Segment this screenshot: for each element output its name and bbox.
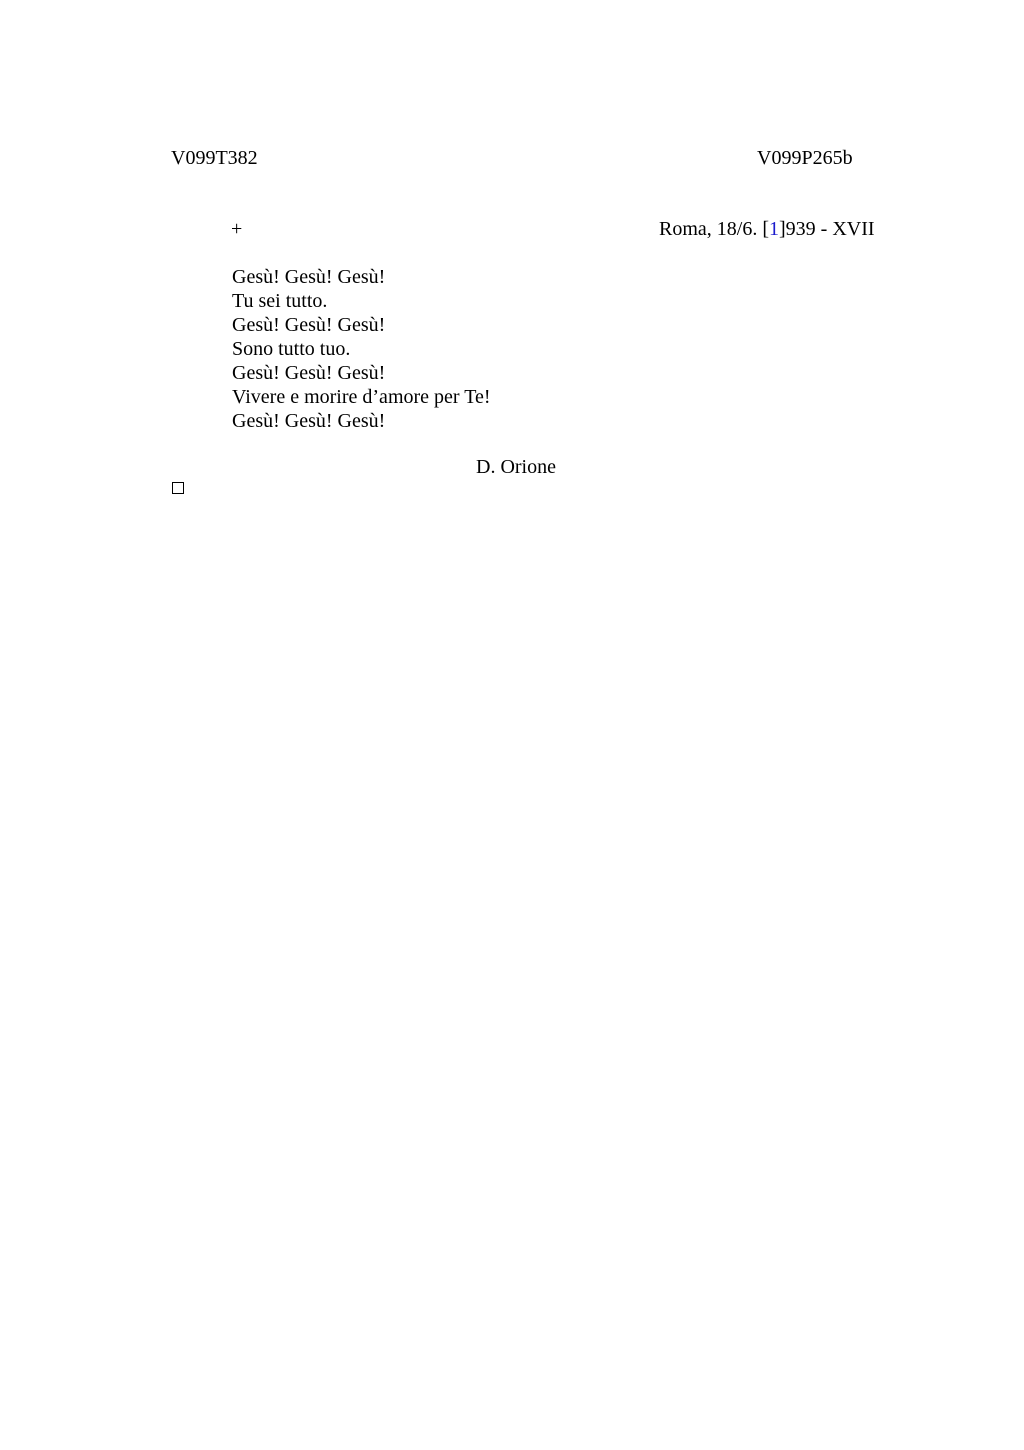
footnote-link[interactable]: 1	[769, 218, 779, 240]
body-line: Sono tutto tuo.	[232, 338, 351, 360]
body-line: Gesù! Gesù! Gesù!	[232, 362, 386, 384]
end-of-document-box-icon	[172, 482, 184, 494]
body-line: Gesù! Gesù! Gesù!	[232, 410, 386, 432]
dateline	[659, 217, 875, 241]
date-prefix: Roma, 18/6. [	[659, 218, 769, 240]
letter-body	[232, 265, 491, 433]
signature: D. Orione	[476, 456, 556, 478]
body-line: Gesù! Gesù! Gesù!	[232, 314, 386, 336]
document-id-right: V099P265b	[757, 147, 853, 169]
body-line: Vivere e morire d’amore per Te!	[232, 386, 491, 408]
document-id-left: V099T382	[171, 147, 258, 169]
date-suffix: ]939 - XVII	[779, 218, 875, 240]
cross-mark: +	[231, 218, 243, 240]
body-line: Tu sei tutto.	[232, 290, 328, 312]
body-line: Gesù! Gesù! Gesù!	[232, 266, 386, 288]
